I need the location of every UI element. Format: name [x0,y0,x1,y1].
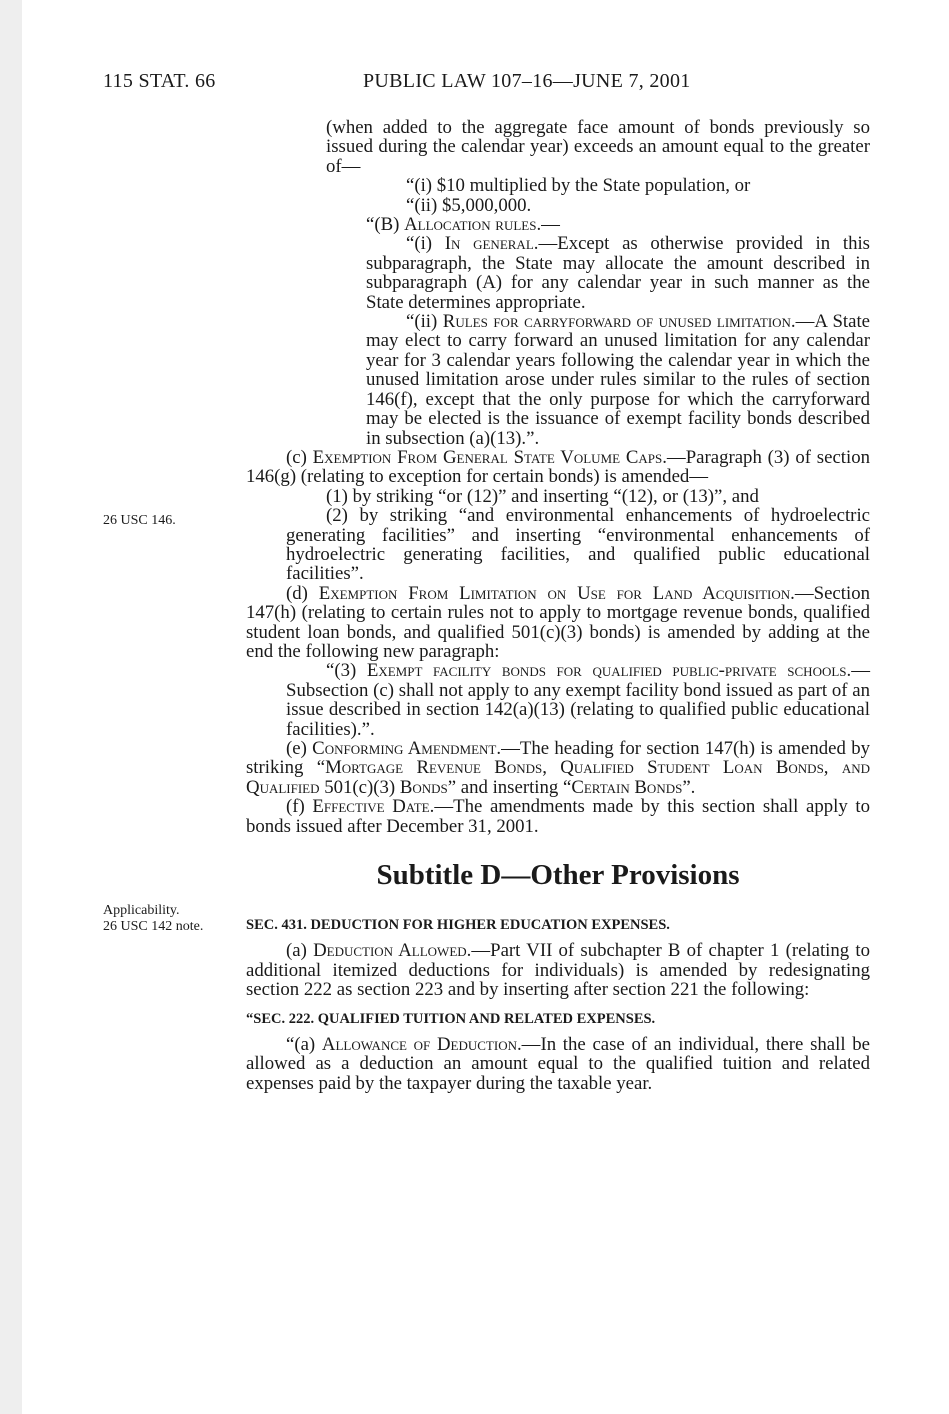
heading-text: Exemption From Limitation on Use for Land Acquisition. [318,582,795,604]
heading-text: Effective Date. [312,796,435,818]
text: “(i) [406,233,445,255]
page-edge [0,0,22,1414]
paragraph [246,584,870,662]
paragraph: (when added to the aggregate face amount of bonds previously so issued during the calendar year) exceeds an amount equal to the greater of— [326,117,870,177]
text: —In the case of an individual, there shall be allowed as a deduction an amount equal to the qualified tuition and related expenses paid by the taxpayer during the taxable year. [246,1034,870,1094]
subtitle-heading: Subtitle D—Other Provisions [376,859,740,892]
text: “(a) [286,1034,322,1056]
text: ” and inserting “ [447,776,572,798]
heading-text: Exemption From General State Volume Caps. [312,446,667,468]
text: —Subsection (c) shall not apply to any exempt facility bond issued as part of an issue described in section 142(a)(13) (relating to qualified public educational facilities).”. [286,660,870,740]
paragraph [246,739,870,797]
section-heading-431: SEC. 431. DEDUCTION FOR HIGHER EDUCATION EXPENSES. [246,917,670,934]
heading-text: Exempt facility bonds for qualified public-private schools. [366,660,852,682]
text: —Part VII of subchapter B of chapter 1 (relating to additional itemized deductions for individuals) is amended by redesignating section 222 as section 223 and by inserting after section 221 the following: [246,940,870,1001]
text: — [541,214,560,236]
text: —The heading for section 147(h) is amended by striking “ [246,738,870,779]
paragraph: (2) by striking “and environmental enhancements of hydroelectric generating facilities” and inserting “environmental enhancements of hydroelectric generating facilities, and qualified public educational facilities”. [286,505,870,585]
paragraph [246,941,870,999]
text: (c) [286,446,313,468]
text: “(B) [366,214,405,236]
text: —Except as otherwise provided in this subparagraph, the State may allocate the amount described in subparagraph (A) for any calendar year in such manner as the State determines appropriate. [366,233,870,313]
paragraph [246,448,870,487]
text: “(ii) [406,311,443,333]
text: —Section 147(h) (relating to certain rules not to apply to mortgage revenue bonds, qualified student loan bonds, and qualified 501(c)(3) bonds) is amended by adding at the end the following new paragraph: [246,582,870,662]
text: (d) [286,582,319,604]
paragraph: “(ii) $5,000,000. [406,194,532,216]
caps-text: Mortgage Revenue Bonds, Qualified Student Loan Bonds, and Qualified [246,757,871,798]
main-text [246,118,870,1093]
caps-text: Certain Bonds [571,776,683,798]
section-heading-222: “SEC. 222. QUALIFIED TUITION AND RELATED EXPENSES. [246,1010,656,1027]
heading-text: Conforming Amendment. [312,738,502,759]
text: —The amendments made by this section shall apply to bonds issued after December 31, 2001. [246,796,870,837]
margin-note-usc142: 26 USC 142 note. [103,919,204,934]
page-number-header: 115 STAT. 66 [103,70,216,92]
heading-text: Rules for carryforward of unused limitation. [442,311,796,333]
margin-note-applicability: Applicability. [103,903,180,918]
paragraph: “(i) $10 multiplied by the State population, or [406,175,751,197]
paragraph [246,1035,870,1093]
paragraph [246,234,870,312]
paragraph [246,661,870,739]
text: ”. [682,776,696,798]
paragraph [246,797,870,836]
text: “(3) [326,660,367,682]
paragraph [246,215,870,234]
heading-text: In general. [444,233,539,255]
paragraph: (1) by striking “or (12)” and inserting “(12), or (13)”, and [326,485,759,507]
caps-text: Bonds [399,776,448,798]
text: (f) [286,796,313,818]
text: (a) [286,940,314,962]
text: —Paragraph (3) of section 146(g) (relating to exception for certain bonds) is amended— [246,446,870,488]
text: 501(c)(3) [319,776,400,798]
heading-text: Allowance of Deduction. [321,1034,522,1056]
heading-text: Deduction Allowed. [313,940,472,962]
text: —A State may elect to carry forward an unused limitation for any calendar year for 3 calendar years following the calendar year in which the unused limitation arose under rules similar to the rules of section 146(f), except that the only purpose for which the carryforward may be elected is the issuance of exempt facility bonds described in subsection (a)(13).”. [366,311,871,449]
paragraph [246,312,870,448]
heading-text: Allocation rules. [404,214,542,236]
running-header: PUBLIC LAW 107–16—JUNE 7, 2001 [363,70,691,92]
text: (e) [286,738,313,759]
margin-note-usc146: 26 USC 146. [103,513,176,528]
